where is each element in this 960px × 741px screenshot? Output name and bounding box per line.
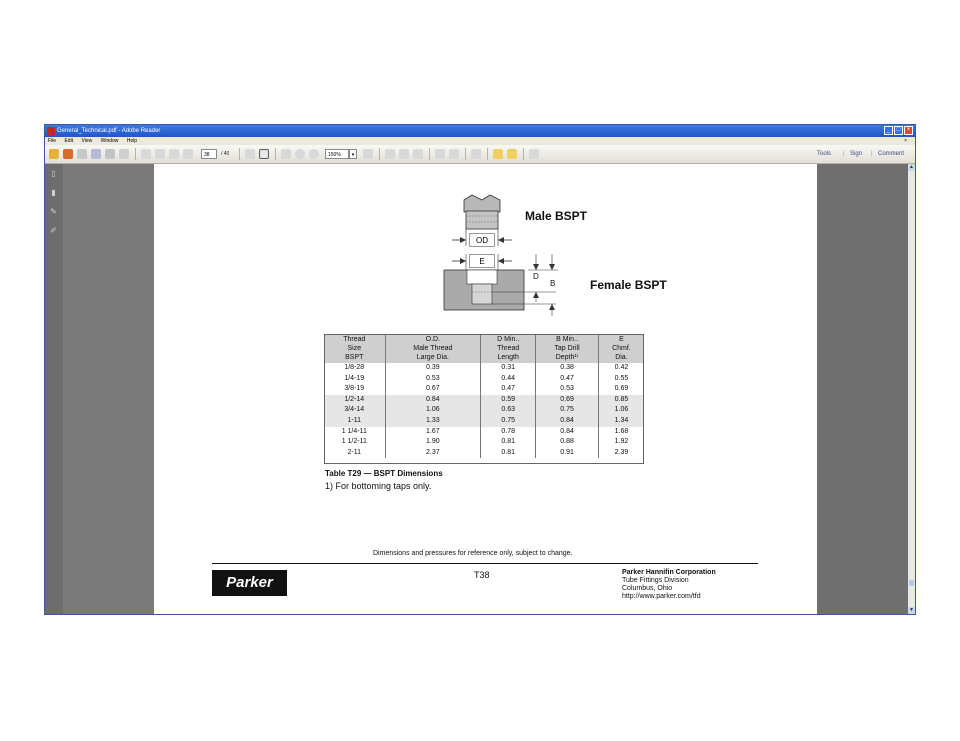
cell-e: 1.06 <box>598 405 644 416</box>
header-thread-size: Thread Size BSPT <box>324 334 385 363</box>
cell-d: 0.31 <box>481 363 536 374</box>
email-icon[interactable] <box>119 149 129 159</box>
cell-b: 0.84 <box>536 427 599 438</box>
zoom-out-icon[interactable] <box>295 149 305 159</box>
two-page-icon[interactable] <box>399 149 409 159</box>
fit-page-icon[interactable] <box>363 149 373 159</box>
next-page-icon[interactable] <box>169 149 179 159</box>
page-thumbnails-icon[interactable]: ▯ <box>51 169 56 178</box>
header-e: E Chmf. Dia. <box>598 334 644 363</box>
toolbar-separator <box>379 148 380 160</box>
company-url[interactable]: http://www.parker.com/tfd <box>622 593 701 600</box>
cell-e: 0.55 <box>614 374 629 382</box>
male-thread-body <box>466 211 498 229</box>
zoom-level-input[interactable]: 150% <box>325 149 349 159</box>
cell-size: 1 1/4-11 <box>324 427 385 438</box>
cell-od: 1.33 <box>385 416 481 427</box>
cell-od: 0.84 <box>385 395 481 406</box>
cell-e: 2.39 <box>614 448 629 456</box>
female-tapped-hole <box>472 284 492 304</box>
navigation-panel <box>45 164 63 614</box>
parker-logo: Parker <box>212 570 287 596</box>
toolbar-separator <box>429 148 430 160</box>
cell-b: 0.88 <box>536 437 599 448</box>
cell-b: 0.84 <box>536 416 599 427</box>
title-bar[interactable] <box>45 125 915 137</box>
zoom-in-icon[interactable] <box>309 149 319 159</box>
cell-size: 1/4-19 <box>324 374 385 385</box>
e-dimension-label: E <box>469 254 495 268</box>
toolbar-separator <box>465 148 466 160</box>
comment-pane-button[interactable]: Comment <box>878 151 905 157</box>
first-page-icon[interactable] <box>141 149 151 159</box>
cell-d: 0.81 <box>481 448 536 459</box>
create-pdf-icon[interactable] <box>49 149 59 159</box>
save-icon[interactable] <box>91 149 101 159</box>
vertical-scrollbar[interactable] <box>908 164 915 614</box>
company-name: Parker Hannifin Corporation <box>622 569 716 576</box>
company-info <box>622 569 716 601</box>
search-icon[interactable] <box>471 149 481 159</box>
footer-rule <box>212 563 758 564</box>
male-hex-head <box>464 195 500 212</box>
cell-d: 0.81 <box>481 437 536 448</box>
page-total: / 40 <box>221 151 230 157</box>
hand-tool-icon[interactable] <box>259 149 269 159</box>
page-number-input[interactable]: 38 <box>201 149 217 159</box>
table-border <box>324 334 644 464</box>
header-b-min: B Min.. Tap Drill Depth¹⁾ <box>536 334 599 363</box>
toolbar-separator <box>523 148 524 160</box>
female-bspt-label: Female BSPT <box>590 278 667 292</box>
close-button[interactable]: × <box>904 126 913 135</box>
cell-od: 1.67 <box>385 427 481 438</box>
disclaimer-text: Dimensions and pressures for reference only, subject to change. <box>373 550 573 557</box>
cell-e: 0.42 <box>614 364 629 371</box>
menu-view[interactable]: View <box>81 138 93 144</box>
cell-e: 0.85 <box>598 395 644 406</box>
header-od: O.D. Male Thread Large Dia. <box>385 334 481 363</box>
cell-b: 0.47 <box>536 374 599 385</box>
menu-file[interactable]: File <box>48 138 57 144</box>
pdf-page <box>154 164 817 614</box>
cell-b: 0.69 <box>536 395 599 406</box>
tools-pane-button[interactable]: Tools <box>817 151 832 157</box>
highlight-icon[interactable] <box>507 149 517 159</box>
minimize-button[interactable]: _ <box>884 126 893 135</box>
cell-od: 0.39 <box>385 363 481 374</box>
cell-d: 0.78 <box>481 427 536 438</box>
company-division: Tube Fittings Division <box>622 577 689 584</box>
cell-d: 0.47 <box>481 384 536 395</box>
cell-size: 3/4-14 <box>324 405 385 416</box>
header-d-min: D Min.. Thread Length <box>481 334 536 363</box>
page-number-label: T38 <box>474 570 490 580</box>
rotate-cw-icon[interactable] <box>449 149 459 159</box>
female-chamfer <box>467 270 497 284</box>
menu-help[interactable]: Help <box>126 138 138 144</box>
cell-e: 1.92 <box>614 438 629 446</box>
toolbar-separator <box>239 148 240 160</box>
bookmarks-icon[interactable]: ▮ <box>51 188 56 197</box>
male-bspt-label: Male BSPT <box>525 209 588 223</box>
cell-d: 0.59 <box>481 395 536 406</box>
toolbar-separator <box>135 148 136 160</box>
cell-b: 0.75 <box>536 405 599 416</box>
cell-size: 1 1/2-11 <box>324 437 385 448</box>
expand-icon[interactable] <box>529 149 539 159</box>
company-city: Columbus, Ohio <box>622 585 673 592</box>
toolbar-divider: | <box>871 151 873 157</box>
cell-e: 0.69 <box>614 385 629 393</box>
menu-window[interactable]: Window <box>100 138 119 144</box>
cell-od: 0.53 <box>385 374 481 385</box>
marquee-zoom-icon[interactable] <box>281 149 291 159</box>
adobe-reader-window <box>44 124 916 615</box>
cell-size: 1/2-14 <box>324 395 385 406</box>
adobe-reader-icon <box>47 127 55 135</box>
toolbar-divider: | <box>843 151 845 157</box>
cell-od: 0.67 <box>385 384 481 395</box>
cell-size: 3/8-19 <box>324 384 385 395</box>
cell-size: 1/8-28 <box>324 363 385 374</box>
edit-icon[interactable] <box>77 149 87 159</box>
cell-e: 1.34 <box>598 416 644 427</box>
menu-edit[interactable]: Edit <box>64 138 74 144</box>
document-close-button[interactable]: × <box>904 138 907 144</box>
reading-mode-icon[interactable] <box>413 149 423 159</box>
toolbar-separator <box>487 148 488 160</box>
open-file-icon[interactable] <box>63 149 73 159</box>
menu-bar <box>45 137 915 145</box>
zoom-dropdown-chevron-down-icon[interactable]: ▾ <box>349 149 357 159</box>
cell-size: 1-11 <box>324 416 385 427</box>
table-caption: Table T29 — BSPT Dimensions <box>325 469 443 478</box>
scroll-up-icon[interactable]: ▲ <box>909 164 914 170</box>
previous-page-icon[interactable] <box>155 149 165 159</box>
attachments-icon[interactable]: ✎ <box>50 207 57 216</box>
table-footnote: 1) For bottoming taps only. <box>325 481 432 491</box>
d-dimension-label: D <box>533 272 539 281</box>
scroll-down-icon[interactable]: ▼ <box>909 607 914 613</box>
print-icon[interactable] <box>105 149 115 159</box>
last-page-icon[interactable] <box>183 149 193 159</box>
single-page-icon[interactable] <box>385 149 395 159</box>
window-title: General_Technical.pdf - Adobe Reader <box>57 128 161 134</box>
cell-b: 0.53 <box>536 384 599 395</box>
cell-d: 0.75 <box>481 416 536 427</box>
cell-od: 2.37 <box>385 448 481 459</box>
cell-size: 2-11 <box>324 448 385 459</box>
cell-e: 1.68 <box>614 427 629 435</box>
cell-d: 0.44 <box>481 374 536 385</box>
maximize-button[interactable]: □ <box>894 126 903 135</box>
sticky-note-icon[interactable] <box>493 149 503 159</box>
scrollbar-thumb[interactable] <box>909 580 914 586</box>
od-dimension-label: OD <box>469 233 495 247</box>
sign-pane-button[interactable]: Sign <box>850 151 863 157</box>
cell-d: 0.63 <box>481 405 536 416</box>
cell-od: 1.06 <box>385 405 481 416</box>
select-cursor-icon[interactable] <box>245 149 255 159</box>
b-dimension-label: B <box>550 279 556 288</box>
toolbar-separator <box>275 148 276 160</box>
toolbar <box>45 145 915 164</box>
rotate-ccw-icon[interactable] <box>435 149 445 159</box>
signatures-icon[interactable]: ✐ <box>50 226 57 235</box>
cell-b: 0.38 <box>536 363 599 374</box>
right-gray-area <box>817 164 909 614</box>
cell-od: 1.90 <box>385 437 481 448</box>
cell-b: 0.91 <box>536 448 599 459</box>
